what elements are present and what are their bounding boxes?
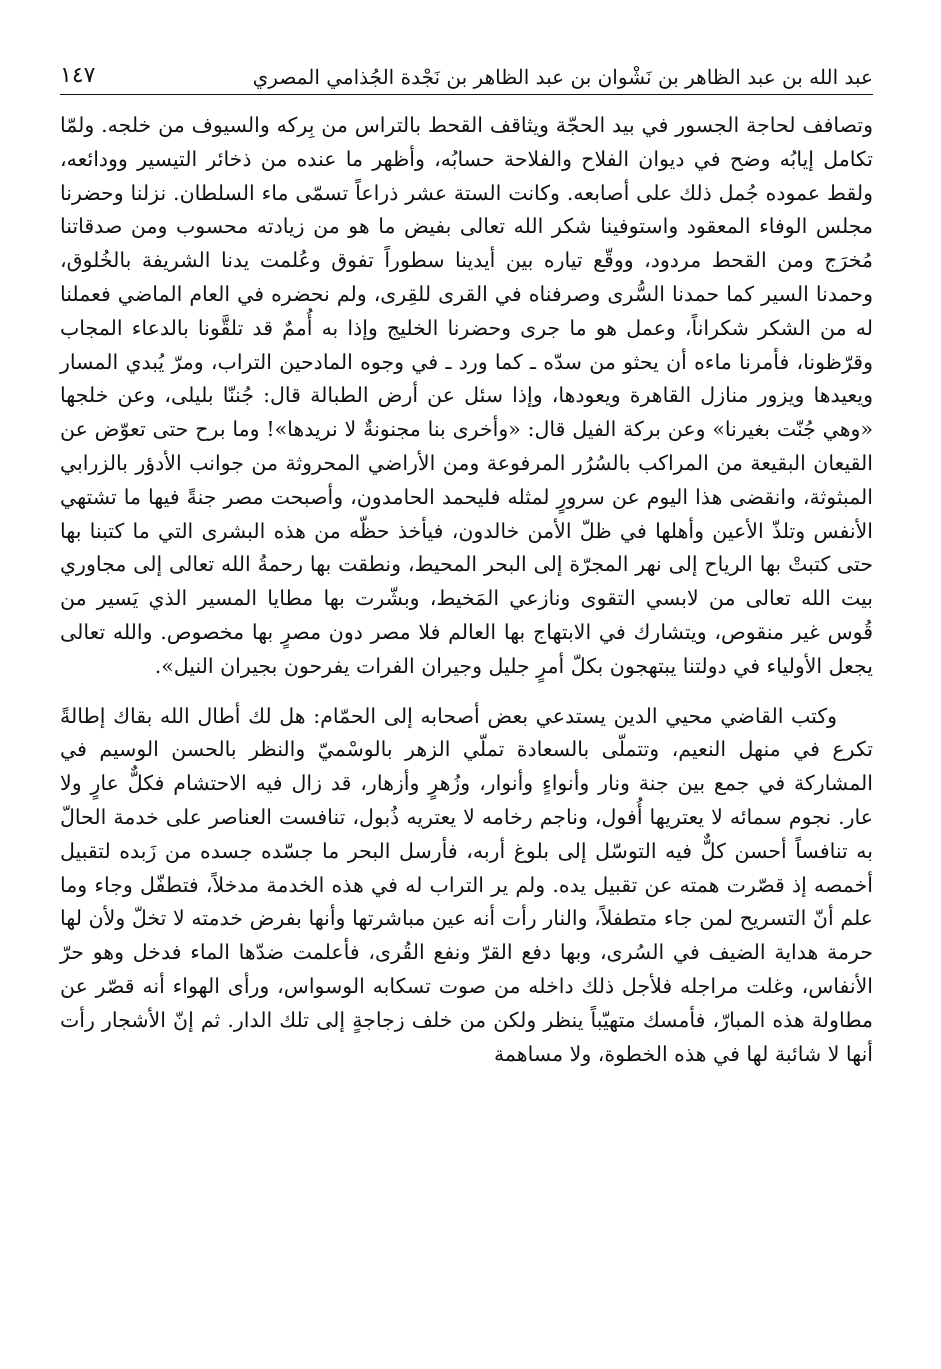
paragraph: وكتب القاضي محيي الدين يستدعي بعض أصحابه إلى الحمّام: هل لك أطال الله بقاك إطالةً تكرع في منهل النعيم، وتتملّى بالسعادة تملّي الزهر بالوسْميّ والنظر بالحسن الوسيم في المشاركة في جمع بين جنة ونار وأنواءٍ وأنوار، وزُهرٍ وأزهار، قد زال فيه الاحتشام فكلٌّ عارٍ ولا عار. نجوم سمائه لا يعتريها أُفول، وناجم رخامه لا يعتريه ذُبول، تنافست العناصر على خدمة الحالّ به تنافساً أحسن كلٌّ فيه التوسّل إلى بلوغ أربه، فأرسل البحر ما جسّده جسده من زَبده لتقبيل أخمصه إذ قصّرت همته عن تقبيل يده. ولم ير التراب له في هذه الخدمة مدخلاً، فتطفّل وجاء وما علم أنّ التسريح لمن جاء متطفلاً، والنار رأت أنه عين مباشرتها وأنها بفرض خدمته لا تخلّ ولأن لها حرمة هداية الضيف في السُرى، وبها دفع القرّ ونفع القُرى، فأعلمت ضدّها الماء فدخل وهو حرّ الأنفاس، وغلت مراجله فلأجل ذلك داخله من صوت تسكابه الوسواس، ورأى الهواء أنه قصّر عن مطاولة هذه المبارّ، فأمسك متهيّباً ينظر ولكن من خلف زجاجةٍ إلى تلك الدار. ثم إنّ الأشجار رأت أنها لا شائبة لها في هذه الخطوة، ولا مساهمة (60, 703, 873, 1066)
paragraph: وتصافف لحاجة الجسور في بيد الحجّة ويثاقف القحط بالتراس من بِركه والسيوف من خلجه. ولمّا تكامل إيابُه وضح في ديوان الفلاح والفلاحة حسابُه، وأظهر ما عنده من ذخائر التيسير وودائعه، ولقط عموده جُمل ذلك على أصابعه. وكانت الستة عشر ذراعاً تسمّى ماء السلطان. نزلنا وحضرنا مجلس الوفاء المعقود واستوفينا شكر الله تعالى بفيض ما هو من زيادته محسوب ومن صدقاتنا مُخرَج ومن القحط مردود، ووقّع تياره بين أيدينا سطوراً تفوق وعُلمت يدنا الشريفة بالخُلوق، وحمدنا السير كما حمدنا السُّرى وصرفناه في القرى للقِرى، ولم نحضره في العام الماضي فعملنا له من الشكر شكراناً، وعمل هو ما جرى وحضرنا الخليج وإذا به أُممٌ قد تلقَّونا بالدعاء المجاب وقرّظونا، فأمرنا ماءه أن يحثو من سدّه ـ كما ورد ـ في وجوه المادحين التراب، ومرّ يُبدي المسار ويعيدها ويزور منازل القاهرة ويعودها، وإذا سئل عن أرض الطبالة قال: جُننّا بليلى، وعن خلجها «وهي جُنّت بغيرنا» وعن بركة الفيل قال: «وأخرى بنا مجنونةٌ لا نريدها»! وما برح حتى تعوّض عن القيعان البقيعة من المراكب بالسُرُر المرفوعة ومن الأراضي المحروثة من جوانب الأدؤر بالزرابي المبثوثة، وانقضى هذا اليوم عن سرورٍ لمثله فليحمد الحامدون، وأصبحت مصر جنةً فيها ما تشتهي الأنفس وتلذّ الأعين وأهلها في ظلّ الأمن خالدون، فيأخذ حظّه من هذه البشرى التي ما كتبنا بها حتى كتبتْ بها الرياح إلى نهر المجرّة إلى البحر المحيط، ونطقت بها رحمةُ الله تعالى إلى مجاوري بيت الله تعالى من لابسي التقوى ونازعي المَخيط، وبشّرت بها مطايا المسير الذي يَسير من قُوس غير منقوص، ويتشارك في الابتهاج بها العالم فلا مصر دون مصرٍ بها مخصوص. والله تعالى يجعل الأولياء في دولتنا يبتهجون بكلّ أمرٍ جليل وجيران الفرات يفرحون بجيران النيل». (60, 113, 873, 678)
running-header (60, 52, 873, 88)
running-title: عبد الله بن عبد الظاهر بن نَشْوان بن عبد الظاهر بن نَجْدة الجُذامي المصري (252, 65, 873, 89)
page-number: ١٤٧ (60, 62, 96, 88)
body-text (60, 109, 873, 1071)
header-rule (60, 94, 873, 95)
